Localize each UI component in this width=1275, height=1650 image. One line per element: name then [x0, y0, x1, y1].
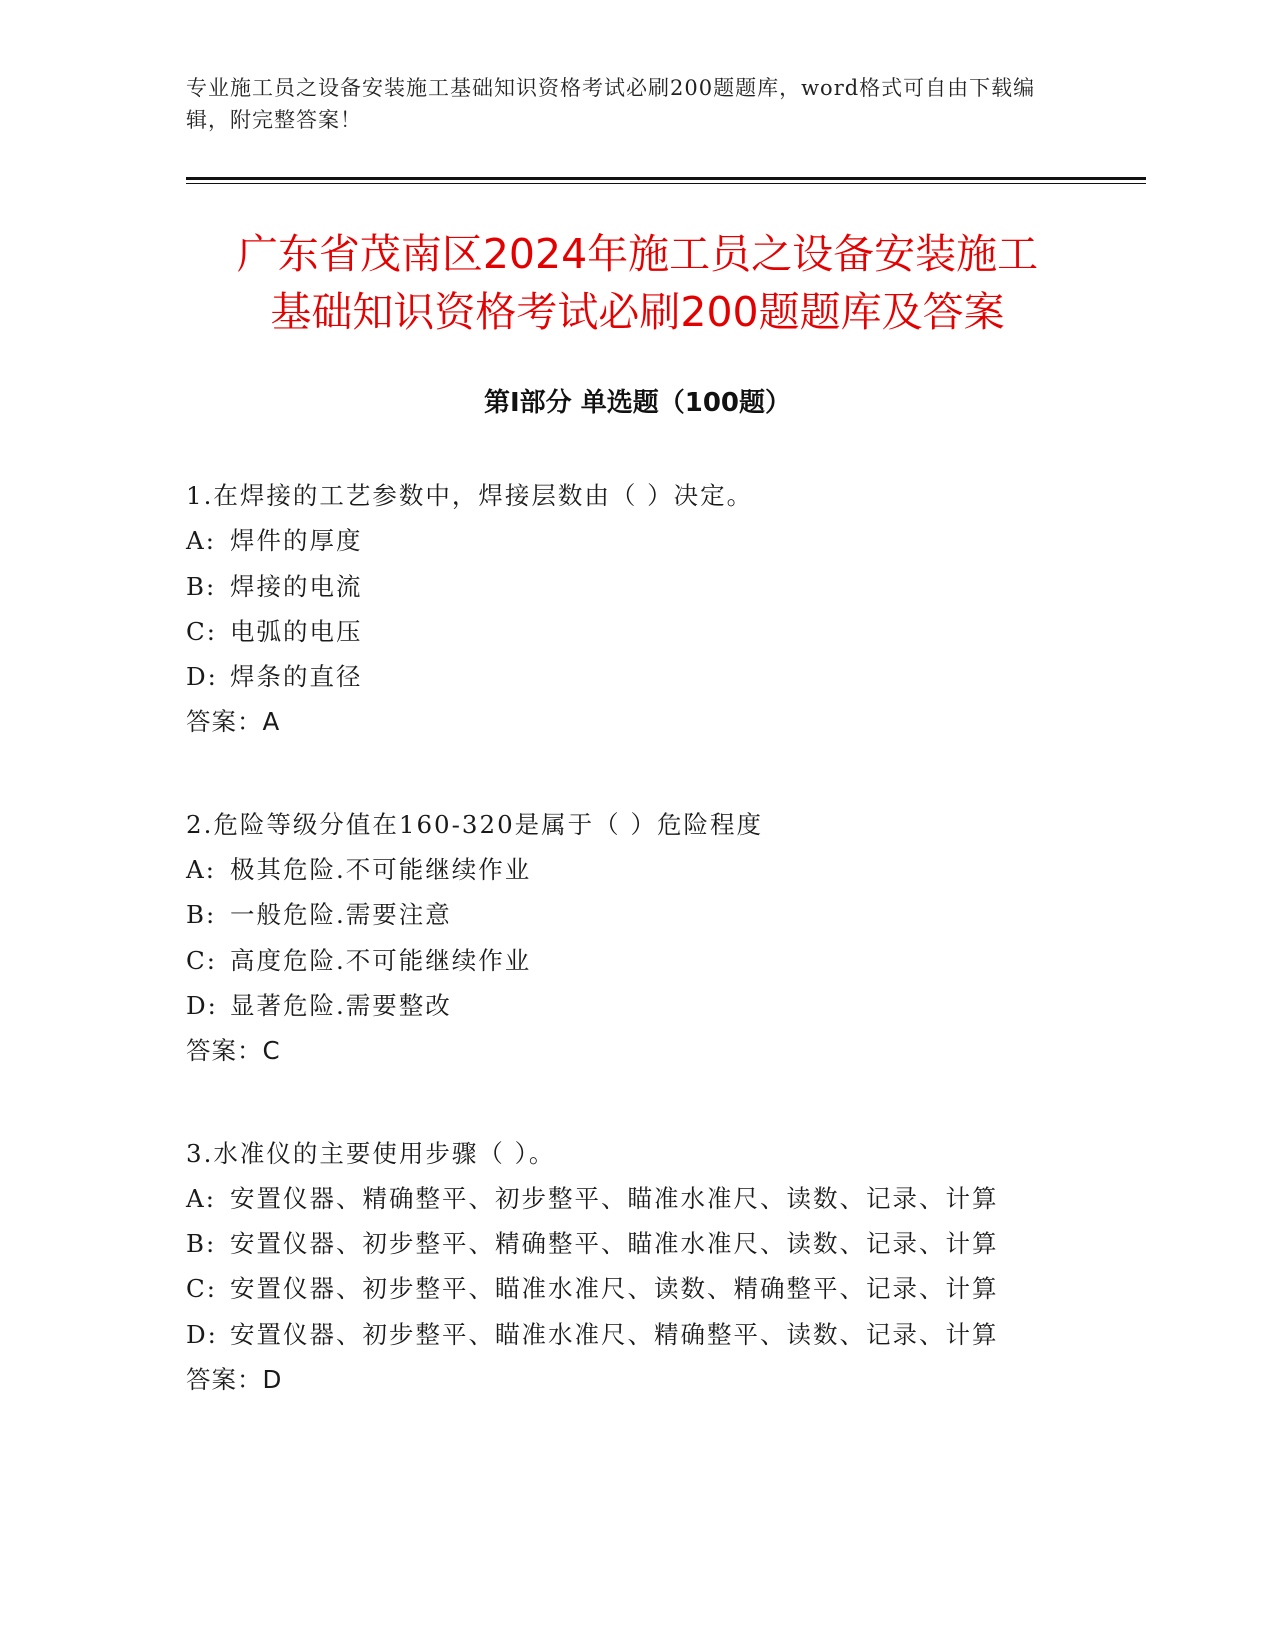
option-letter: C:	[186, 1274, 218, 1304]
option-b	[186, 564, 1086, 609]
answer-line	[186, 1357, 1086, 1402]
header-rule-thin	[186, 183, 1146, 184]
question-stem: 2.危险等级分值在160-320是属于（ ）危险程度	[186, 809, 763, 839]
option-letter: D:	[186, 990, 218, 1020]
option-letter: A:	[186, 526, 216, 556]
question-3	[186, 1131, 1086, 1403]
answer-line	[186, 1028, 1086, 1073]
question-stem: 1.在焊接的工艺参数中，焊接层数由（ ）决定。	[186, 481, 754, 510]
option-letter: B:	[186, 1229, 217, 1259]
option-letter: D:	[186, 1319, 218, 1349]
option-letter: B:	[186, 900, 217, 930]
option-letter: A:	[186, 1183, 216, 1213]
option-d	[186, 654, 1086, 699]
option-text: 显著危险.需要整改	[230, 990, 452, 1020]
option-a	[186, 1176, 1086, 1221]
answer-value: D	[262, 1365, 283, 1395]
answer-label: 答案：	[186, 707, 263, 737]
section-title: 第Ⅰ部分 单选题（100题）	[484, 388, 791, 418]
answer-label: 答案：	[186, 1365, 263, 1395]
title-line-1: 广东省茂南区2024年施工员之设备安装施工	[236, 230, 1039, 278]
option-text: 焊件的厚度	[230, 526, 363, 556]
option-text: 安置仪器、初步整平、精确整平、瞄准水准尺、读数、记录、计算	[230, 1229, 999, 1259]
answer-value: C	[262, 1036, 281, 1066]
option-text: 极其危险.不可能继续作业	[230, 855, 532, 885]
option-letter: D:	[186, 662, 218, 692]
answer-value: A	[262, 707, 281, 737]
option-a	[186, 518, 1086, 563]
header-note: 专业施工员之设备安装施工基础知识资格考试必刷200题题库，word格式可自由下载编辑，附完整答案！	[186, 76, 1036, 132]
option-letter: B:	[186, 571, 217, 601]
option-letter: A:	[186, 855, 216, 885]
question-list	[186, 473, 1086, 1459]
title-line-2: 基础知识资格考试必刷200题题库及答案	[270, 288, 1005, 336]
option-b	[186, 892, 1086, 937]
option-letter: C:	[186, 616, 218, 646]
option-letter: C:	[186, 945, 218, 975]
option-text: 焊条的直径	[230, 662, 363, 692]
option-d	[186, 983, 1086, 1028]
option-b	[186, 1221, 1086, 1266]
question-1	[186, 473, 1086, 745]
option-text: 电弧的电压	[230, 616, 363, 646]
option-text: 安置仪器、初步整平、瞄准水准尺、读数、精确整平、记录、计算	[230, 1274, 999, 1304]
option-a	[186, 847, 1086, 892]
option-c	[186, 1266, 1086, 1311]
document-title	[160, 225, 1115, 341]
answer-label: 答案：	[186, 1036, 263, 1066]
option-c	[186, 938, 1086, 983]
header-rule-thick	[186, 177, 1146, 180]
option-text: 高度危险.不可能继续作业	[230, 945, 532, 975]
option-text: 焊接的电流	[230, 571, 363, 601]
option-c	[186, 609, 1086, 654]
option-text: 安置仪器、初步整平、瞄准水准尺、精确整平、读数、记录、计算	[230, 1319, 999, 1349]
answer-line	[186, 699, 1086, 744]
question-2	[186, 802, 1086, 1074]
option-d	[186, 1312, 1086, 1357]
question-stem: 3.水准仪的主要使用步骤（ ）。	[186, 1138, 556, 1168]
option-text: 一般危险.需要注意	[230, 900, 452, 930]
option-text: 安置仪器、精确整平、初步整平、瞄准水准尺、读数、记录、计算	[230, 1183, 999, 1213]
